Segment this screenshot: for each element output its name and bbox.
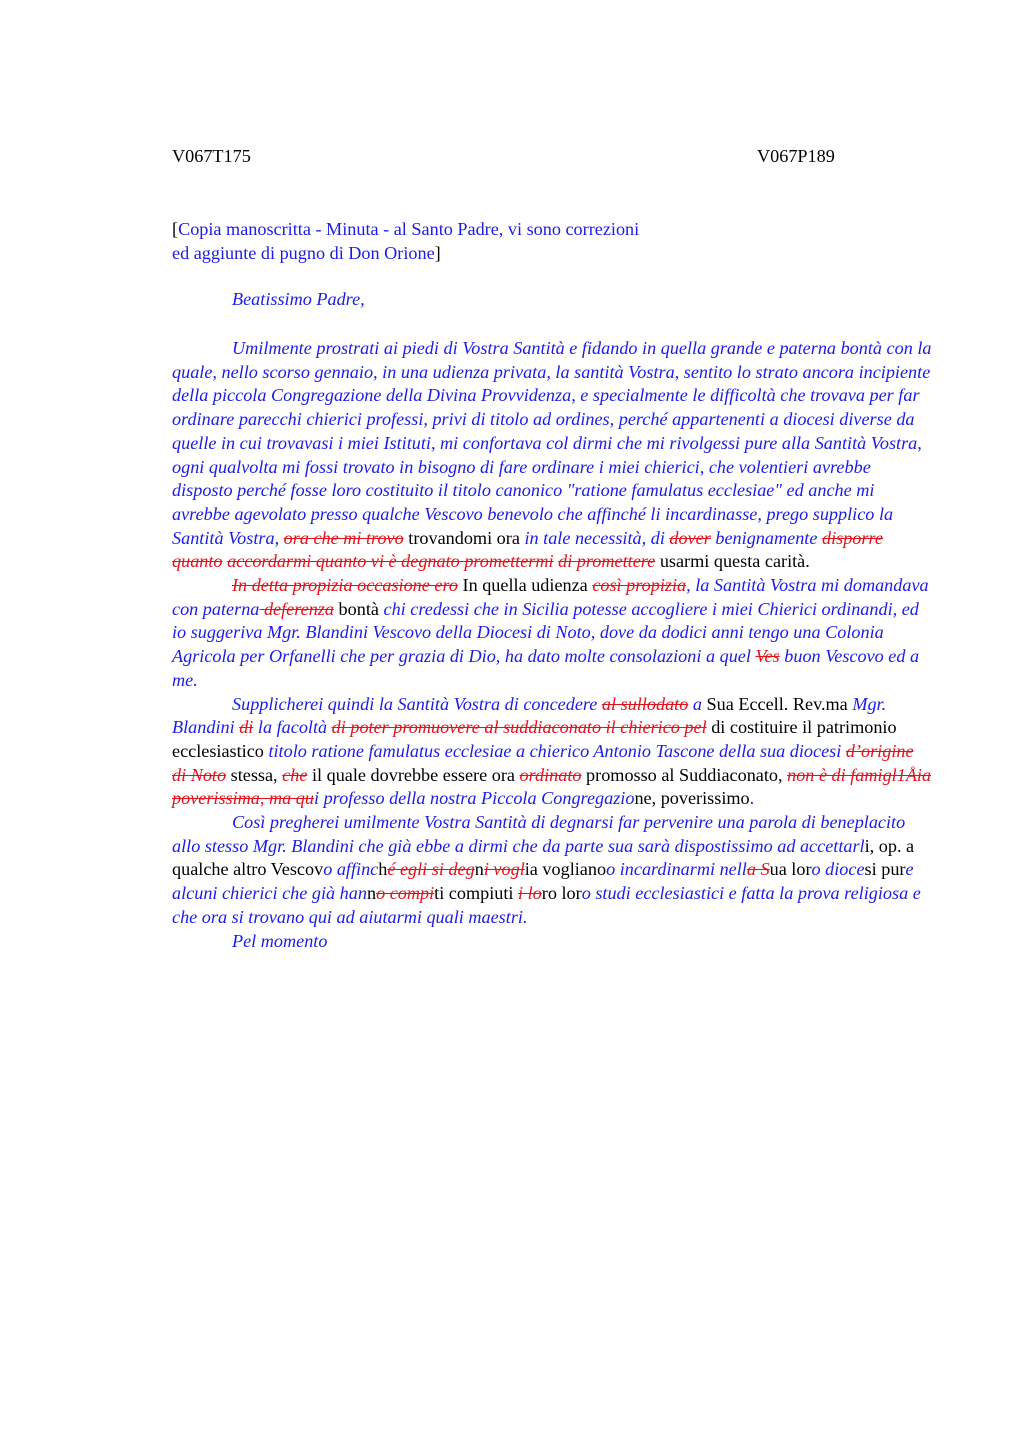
deleted-text: disporre quanto xyxy=(172,527,883,572)
paragraph-5 xyxy=(172,930,932,954)
deleted-text: deferenza xyxy=(259,598,334,619)
inserted-text: ia vogliano xyxy=(524,859,607,880)
inserted-text: si pur xyxy=(864,859,906,880)
inserted-text: stessa, xyxy=(226,764,283,785)
salutation: Beatissimo Padre, xyxy=(232,289,365,309)
inserted-text: trovandomi ora xyxy=(403,527,525,548)
deleted-text: Ves xyxy=(755,646,780,667)
text-run: o dioce xyxy=(811,859,865,880)
text-run: Così pregherei umilmente Vostra Santità di degnarsi far pervenire una parola di beneplacito allo stesso Mgr. Blandini che già ebbe a dirmi che da parte sua sarà dispostissimo ad accettarl xyxy=(172,812,906,856)
inserted-text: bontà xyxy=(333,598,384,619)
deleted-text: o compi xyxy=(376,883,435,904)
paragraph-1 xyxy=(172,337,932,574)
deleted-text: di xyxy=(239,717,254,738)
text-run: Supplicherei quindi la Santità Vostra di concedere xyxy=(232,693,602,714)
deleted-text: che xyxy=(282,764,308,785)
text-run: in tale necessità, di xyxy=(524,527,670,548)
letter-body xyxy=(172,337,932,953)
deleted-text: i vogl xyxy=(483,859,525,880)
inserted-text: il quale dovrebbe essere ora xyxy=(307,764,520,785)
deleted-text: i lo xyxy=(518,883,542,904)
inserted-text: In quella udienza xyxy=(457,575,593,596)
text-run: benignamente xyxy=(710,527,822,548)
inserted-text: promosso al Suddiaconato, xyxy=(581,764,788,785)
note-bracket-close: ] xyxy=(434,243,441,263)
deleted-text: In detta propizia occasione ero xyxy=(232,575,458,596)
deleted-text: non è di famigl1Åia poverissima, ma qu xyxy=(172,764,932,809)
text-run: e alcuni chierici che già han xyxy=(172,859,914,904)
inserted-text: ti compiuti xyxy=(434,883,519,904)
text-run: o incardinarmi nell xyxy=(606,859,747,880)
inserted-text: ne, poverissimo xyxy=(634,788,750,809)
deleted-text: é egli si deg xyxy=(387,859,475,880)
inserted-text: i, op. a qualche altro Vescov xyxy=(172,835,915,880)
deleted-text: al sullodato xyxy=(601,693,689,714)
paragraph-3 xyxy=(172,693,932,812)
text-run: i professo della nostra Piccola Congregazio xyxy=(313,788,635,809)
text-run: chi credessi che in Sicilia potesse accogliere i miei Chierici ordinandi, ed io suggeriva Mgr. Blandini Vescovo della Diocesi di Noto, dove da dodici anni tengo una Colonia Agricola per Orfanelli che per grazia di Dio, ha dato molte consolazioni a quel xyxy=(172,598,919,667)
deleted-text: dover xyxy=(669,527,711,548)
deleted-text: ora che mi trovo xyxy=(283,527,404,548)
text-run: Mgr. Blandini xyxy=(172,693,887,738)
document-code-left: V067T175 xyxy=(172,146,251,166)
editorial-note xyxy=(172,217,642,265)
text-run: Umilmente prostrati ai piedi di Vostra Santità e fidando in quella grande e paterna bontà con la quale, nello scorso gennaio, in una udienza privata, la santità Vostra, sentito lo strato ancora incipiente della piccola Congregazione della Divina Provvidenza, e specialmente le difficoltà che trovava per far ordinare parecchi chierici professi, privi di titolo ad ordines, perché appartenenti a diocesi diverse da quelle in cui trovavasi i miei Istituti, mi confortava col dirmi che mi rivolgessi pure alla Santità Vostra, ogni qualvolta mi fossi trovato in bisogno di fare ordinare i miei chierici, che volentieri avrebbe disposto perché fosse loro costituito il titolo canonico "ratione famulatus ecclesiae" ed anche mi avrebbe agevolato presso qualche Vescovo benevolo che affinché li incardinasse, prego supplico la Santità Vostra, xyxy=(172,338,932,548)
text-run: la facoltà xyxy=(253,717,332,738)
text-run: , la Santità Vostra mi domandava con paterna xyxy=(172,575,929,619)
text-run: titolo ratione famulatus ecclesiae a chierico Antonio Tascone della sua diocesi xyxy=(268,740,846,761)
text-run: o affinc xyxy=(323,859,379,880)
inserted-text: di costituire il patrimonio ecclesiastico xyxy=(172,717,897,761)
inserted-text: ro lor xyxy=(541,883,582,904)
deleted-text: a S xyxy=(746,859,770,880)
deleted-text: così propizia xyxy=(592,575,687,596)
note-text: Copia manoscritta - Minuta - al Santo Padre, vi sono correzioni ed aggiunte di pugno di Don Orione xyxy=(172,219,640,263)
inserted-text: n xyxy=(366,883,377,904)
note-bracket-open: [ xyxy=(172,219,179,239)
deleted-text: accordarmi quanto vi è degnato promettermi xyxy=(227,551,554,572)
deleted-text: di poter promuovere al suddiaconato il chierico pel xyxy=(331,717,707,738)
text-run: o studi ecclesiastici e fatta la prova religiosa e che ora si trovano qui ad aiutarmi quali maestri. xyxy=(172,883,921,927)
paragraph-2 xyxy=(172,574,932,693)
deleted-text: d’origine di Noto xyxy=(172,740,914,785)
inserted-text: n xyxy=(474,859,484,880)
deleted-text: di promettere xyxy=(558,551,656,572)
inserted-text: ua lor xyxy=(769,859,812,880)
deleted-text: ordinato xyxy=(519,764,582,785)
text-run: buon Vescovo ed a me. xyxy=(172,646,920,690)
text-run: a xyxy=(688,693,702,714)
inserted-text: Sua Eccell. Rev.ma xyxy=(701,693,853,714)
text-run: . xyxy=(749,788,755,809)
inserted-text: h xyxy=(378,859,388,880)
text-run: Pel momento xyxy=(232,930,328,951)
document-code-right: V067P189 xyxy=(757,146,835,166)
paragraph-4 xyxy=(172,811,932,930)
inserted-text: usarmi questa carità. xyxy=(655,551,810,572)
